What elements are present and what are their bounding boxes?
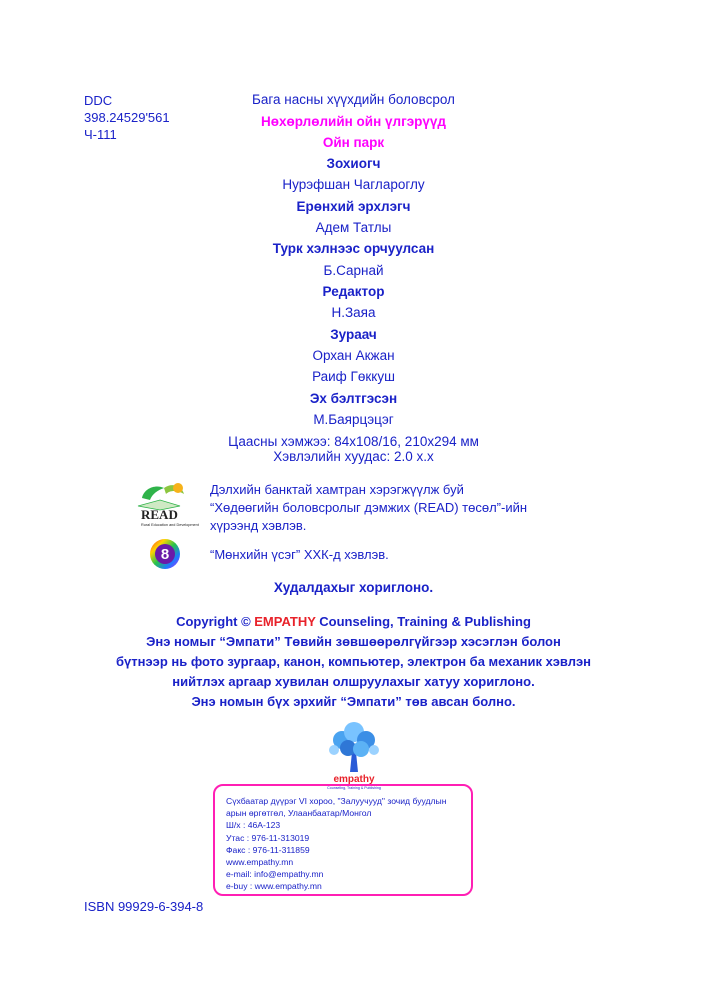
- copyright-suffix: Counseling, Training & Publishing: [315, 614, 531, 629]
- credit-role-layout: Эх бэлтгэсэн: [309, 391, 398, 406]
- collection-title: Нөхөрлөлийн ойн үлгэрүүд: [260, 114, 446, 129]
- read-logo: [134, 478, 199, 530]
- copyright-line-4: нийтлэх аргаар хувилан олшруулахыг хатуу хориглоно.: [172, 674, 535, 689]
- read-logo-text: READ: [141, 507, 178, 522]
- address-line-2: арын өргөтгөл, Улаанбаатар/Монгол: [226, 808, 372, 819]
- copyright-prefix: Copyright ©: [176, 614, 255, 629]
- credit-name-author: Нурэфшан Чаглароглу: [282, 177, 425, 192]
- acknowledgement-line-2: “Хөдөөгийн боловсролыг дэмжих (READ) төсөл”-ийн: [210, 500, 528, 515]
- empathy-logo-tagline: Counseling, Training & Publishing: [327, 786, 381, 790]
- credit-role-editor: Редактор: [322, 284, 385, 299]
- address-block: [226, 795, 446, 893]
- credit-name-translator: Б.Сарнай: [323, 263, 384, 278]
- ddc-code: Ч-111: [84, 127, 117, 142]
- series-name: Бага насны хүүхдийн боловсрол: [252, 92, 455, 107]
- credit-name-illustrator-1: Орхан Акжан: [312, 348, 395, 363]
- book-title: Ойн парк: [322, 135, 385, 150]
- credit-role-translator: Турк хэлнээс орчуулсан: [272, 241, 435, 256]
- credit-role-illustrator: Зураач: [330, 327, 377, 342]
- printer-logo: [148, 537, 182, 571]
- copyright-line-1: [0, 612, 707, 632]
- address-email: e-mail: info@empathy.mn: [226, 869, 324, 880]
- isbn: ISBN 99929-6-394-8: [84, 899, 204, 914]
- read-logo-subtext: Rural Education and Development: [141, 523, 199, 527]
- acknowledgement-line-1: Дэлхийн банктай хамтран хэрэгжүүлж буй: [210, 482, 464, 497]
- credit-role-chief-editor: Ерөнхий эрхлэгч: [296, 199, 411, 214]
- copyright-brand: EMPATHY: [254, 614, 316, 629]
- address-fax: Факс : 976-11-311859: [226, 844, 310, 855]
- print-sheets: Хэвлэлийн хуудас: 2.0 х.х: [273, 449, 434, 464]
- credit-name-chief-editor: Адем Татлы: [315, 220, 392, 235]
- empathy-logo: [316, 716, 392, 794]
- copyright-line-3: бүтнээр нь фото зургаар, канон, компьютер, электрон ба механик хэвлэн: [115, 654, 591, 669]
- address-line-1: Сүхбаатар дүүрэг VI хороо, "Залуучууд" зочид буудлын: [226, 796, 447, 806]
- not-for-sale-notice: Худалдахыг хориглоно.: [273, 580, 434, 595]
- credit-name-layout: М.Баярцэцэг: [313, 412, 394, 427]
- address-po-box: Ш/х : 46А-123: [226, 820, 281, 831]
- address-website: www.empathy.mn: [226, 857, 294, 868]
- address-phone: Утас : 976-11-313019: [226, 832, 310, 843]
- ddc-label: DDC: [84, 93, 113, 108]
- credit-name-illustrator-2: Раиф Гөккуш: [312, 369, 395, 384]
- credit-role-author: Зохиогч: [326, 156, 381, 171]
- ddc-number: 398.24529'561: [84, 110, 170, 125]
- credit-name-editor: Н.Заяа: [331, 305, 376, 320]
- acknowledgement-line-3: хүрээнд хэвлэв.: [210, 518, 307, 533]
- printer-statement: “Мөнхийн үсэг” ХХК-д хэвлэв.: [210, 547, 389, 562]
- address-ebuy: e-buy : www.empathy.mn: [226, 881, 322, 892]
- printer-logo-text: 8: [160, 546, 170, 563]
- empathy-logo-name: empathy: [333, 774, 375, 785]
- copyright-line-2: Энэ номыг “Эмпати” Төвийн зөвшөөрөлгүйгээр хэсэглэн болон: [146, 634, 561, 649]
- copyright-line-5: Энэ номын бүх эрхийг “Эмпати” төв авсан болно.: [191, 694, 516, 709]
- paper-size: Цаасны хэмжээ: 84x108/16, 210x294 мм: [228, 434, 479, 449]
